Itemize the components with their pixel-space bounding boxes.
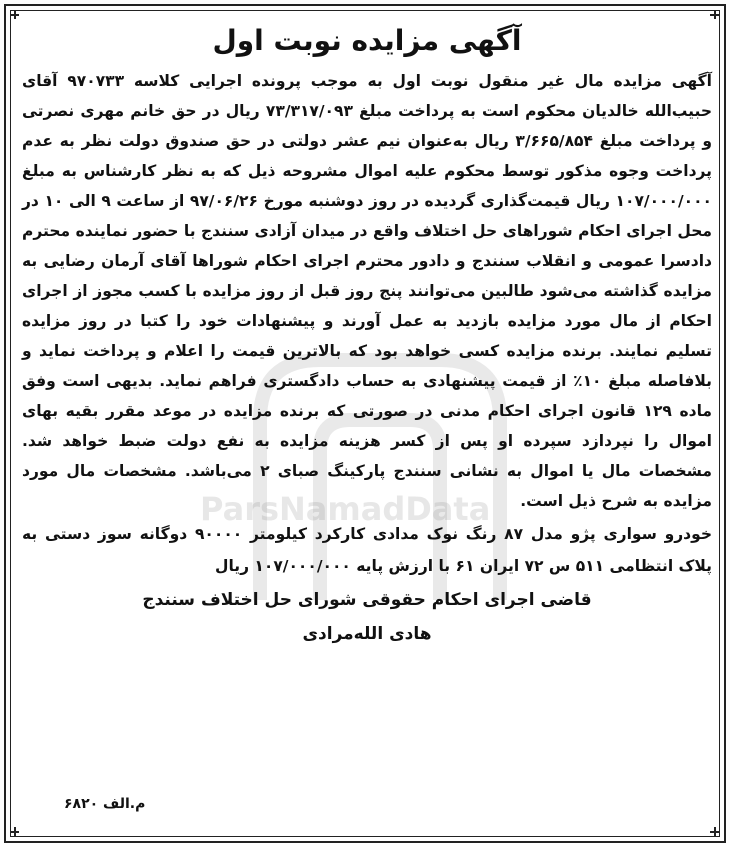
notice-body: آگهی مزایده مال غیر منقول نوبت اول به موجب پرونده اجرایی کلاسه ۹۷۰۷۳۳ آقای حبیب‌الله خالدیان محکوم است به پرداخت مبلغ ۷۳/۳۱۷/۰۹۳ ریال در حق خانم مهری نصرتی و پرداخت مبلغ ۳/۶۶۵/۸۵۴ ریال به‌عنوان نیم عشر دولتی در حق صندوق دولت نظر به عدم پرداخت وجوه مذکور توسط محکوم علیه اموال مشروحه ذیل که به نظر کارشناس به مبلغ ۱۰۷/۰۰۰/۰۰۰ ریال قیمت‌گذاری گردیده در روز دوشنبه مورخ ۹۷/۰۶/۲۶ از ساعت ۹ الی ۱۰ در محل اجرای احکام شوراهای حل اختلاف واقع در میدان آزادی سنندج با حضور نماینده محترم دادسرا عمومی و انقلاب سنندج و دادور محترم اجرای احکام شوراها آقای آرمان رضایی به مزایده گذاشته می‌شود طالبین می‌توانند پنج روز قبل از روز مزایده با کسب مجوز از اجرای احکام از مال مورد مزایده بازدید به عمل آورند و پیشنهادات خود را کتبا در روز مزایده تسلیم نمایند. برنده مزایده کسی خواهد بود که بالاترین قیمت را اعلام و پرداخت نماید و بلافاصله مبلغ ۱۰٪ از قیمت پیشنهادی به حساب دادگستری فراهم نماید. بدیهی است وفق ماده ۱۲۹ قانون اجرای احکام مدنی در صورتی که برنده مزایده در موعد مقرر بقیه بهای اموال را نپردازد سپرده او پس از کسر هزینه مزایده به نفع دولت ضبط خواهد شد. مشخصات مال یا اموال به نشانی سنندج پارکینگ صبای ۲ می‌باشد. مشخصات مال مورد مزایده به شرح ذیل است. xyxy=(22,72,713,510)
auction-item-description: خودرو سواری پژو مدل ۸۷ رنگ نوک مدادی کارکرد کیلومتر ۹۰۰۰۰ دوگانه سوز دستی به پلاک انتظامی ۵۱۱ س ۷۲ ایران ۶۱ با ارزش پایه ۱۰۷/۰۰۰/۰۰۰ ریال xyxy=(22,525,713,575)
signer-title: قاضی اجرای احکام حقوقی شورای حل اختلاف سنندج xyxy=(142,590,592,610)
publication-code: م.الف ۶۸۲۰ xyxy=(64,796,146,812)
watermark-text: ParsNamadData xyxy=(200,490,491,528)
signer-name: هادی الله‌مرادی xyxy=(302,624,432,644)
notice-title: آگهی مزایده نوبت اول xyxy=(212,24,522,57)
notice-content xyxy=(22,16,712,650)
